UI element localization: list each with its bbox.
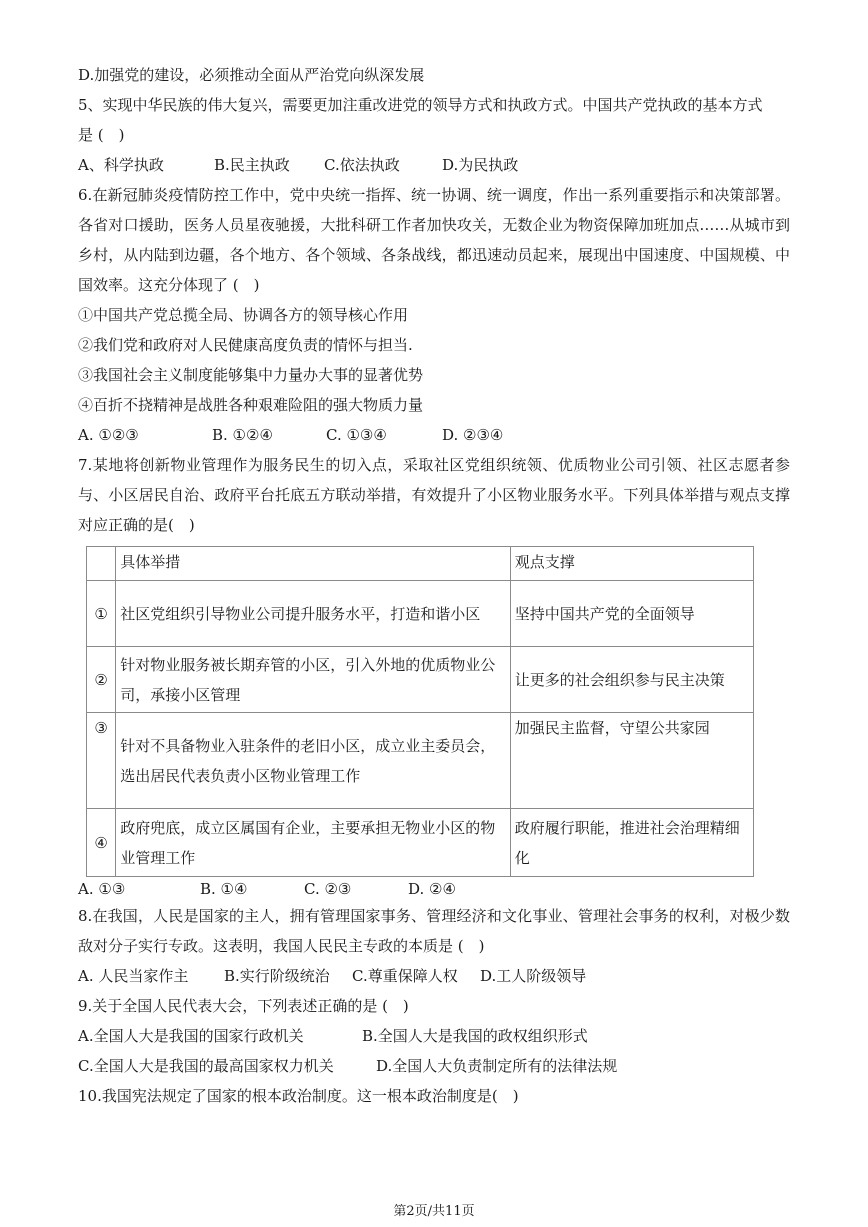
q6-statement-4: ④百折不挠精神是战胜各种艰难险阻的强大物质力量: [78, 396, 424, 414]
q6-stem: 6.在新冠肺炎疫情防控工作中，党中央统一指挥、统一协调、统一调度，作出一系列重要指示和决策部署。各省对口援助，医务人员星夜驰援，大批科研工作者加快攻关，无数企业为物资保障加班加点……从城市到乡村，从内陆到边疆，各个地方、各个领域、各条战线，都迅速动员起来，展现出中国速度、中国规模、中国效率。这充分体现了 ( ): [78, 186, 790, 294]
q6-statement-1: ①中国共产党总揽全局、协调各方的领导核心作用: [78, 306, 409, 324]
table-header-measure: 具体举措: [116, 547, 511, 581]
q9-option-d: D.全国人大负责制定所有的法律法规: [376, 1057, 618, 1075]
table-row: [87, 647, 754, 713]
row-measure: 针对物业服务被长期弃管的小区，引入外地的优质物业公司，承接小区管理: [116, 647, 511, 713]
q7-option-b: B. ①④: [200, 880, 248, 898]
table-header-row: [87, 547, 754, 581]
q9-options-row1: [78, 1021, 790, 1051]
table-row: [87, 581, 754, 647]
row-support: 让更多的社会组织参与民主决策: [510, 647, 753, 713]
exam-page: [78, 60, 790, 1111]
table-row: [87, 713, 754, 809]
row-number: ②: [87, 647, 116, 713]
page-footer: 第2页/共11页: [393, 1204, 475, 1219]
row-number: ①: [87, 581, 116, 647]
q5-option-a: A、科学执政: [78, 156, 164, 174]
table-header-support: 观点支撑: [510, 547, 753, 581]
q10-stem: 10.我国宪法规定了国家的根本政治制度。这一根本政治制度是( ): [78, 1087, 519, 1105]
row-number: ③: [87, 713, 116, 809]
row-support: 坚持中国共产党的全面领导: [510, 581, 753, 647]
q5-stem-line2: 是 ( ): [78, 126, 125, 144]
q7-stem: 7.某地将创新物业管理作为服务民生的切入点，采取社区党组织统领、优质物业公司引领、社区志愿者参与、小区居民自治、政府平台托底五方联动举措，有效提升了小区物业服务水平。下列具体举措与观点支撑对应正确的是( ): [78, 456, 790, 534]
row-number: ④: [87, 809, 116, 877]
table-corner-cell: [87, 547, 116, 581]
q6-option-a: A. ①②③: [78, 426, 139, 444]
row-measure: 针对不具备物业入驻条件的老旧小区，成立业主委员会，选出居民代表负责小区物业管理工作: [116, 713, 511, 809]
q8-options: [78, 961, 790, 991]
q8-option-c: C.尊重保障人权: [352, 967, 458, 985]
q5-stem-line1: 5、实现中华民族的伟大复兴，需要更加注重改进党的领导方式和执政方式。中国共产党执政的基本方式: [78, 96, 763, 114]
q6-option-d: D. ②③④: [442, 426, 504, 444]
q6-option-c: C. ①③④: [326, 426, 387, 444]
q9-option-b: B.全国人大是我国的政权组织形式: [362, 1027, 588, 1045]
row-measure: 社区党组织引导物业公司提升服务水平，打造和谐小区: [116, 581, 511, 647]
q8-option-b: B.实行阶级统治: [224, 967, 330, 985]
q9-option-c: C.全国人大是我国的最高国家权力机关: [78, 1057, 334, 1075]
q5-option-c: C.依法执政: [324, 156, 400, 174]
q9-options-row2: [78, 1051, 790, 1081]
q7-option-d: D. ②④: [408, 880, 456, 898]
q5-options: [78, 150, 790, 180]
q9-stem: 9.关于全国人民代表大会，下列表述正确的是 ( ): [78, 997, 409, 1015]
q4-option-d: D.加强党的建设，必须推动全面从严治党向纵深发展: [78, 66, 425, 84]
row-support: 加强民主监督，守望公共家园: [510, 713, 753, 809]
q7-option-c: C. ②③: [304, 880, 352, 898]
table-row: [87, 809, 754, 877]
q8-stem: 8.在我国，人民是国家的主人，拥有管理国家事务、管理经济和文化事业、管理社会事务的权利，对极少数敌对分子实行专政。这表明，我国人民民主专政的本质是 ( ): [78, 907, 790, 955]
q9-option-a: A.全国人大是我国的国家行政机关: [78, 1027, 304, 1045]
q8-option-d: D.工人阶级领导: [480, 967, 587, 985]
q5-option-d: D.为民执政: [442, 156, 519, 174]
q6-statement-2: ②我们党和政府对人民健康高度负责的情怀与担当.: [78, 336, 413, 354]
q6-option-b: B. ①②④: [212, 426, 273, 444]
q6-options: [78, 420, 790, 450]
q7-table: [86, 546, 754, 877]
row-support: 政府履行职能，推进社会治理精细化: [510, 809, 753, 877]
row-measure: 政府兜底，成立区属国有企业，主要承担无物业小区的物业管理工作: [116, 809, 511, 877]
q8-option-a: A. 人民当家作主: [78, 967, 189, 985]
q6-statement-3: ③我国社会主义制度能够集中力量办大事的显著优势: [78, 366, 424, 384]
q5-option-b: B.民主执政: [214, 156, 290, 174]
q7-option-a: A. ①③: [78, 880, 126, 898]
q7-options: [78, 877, 790, 901]
